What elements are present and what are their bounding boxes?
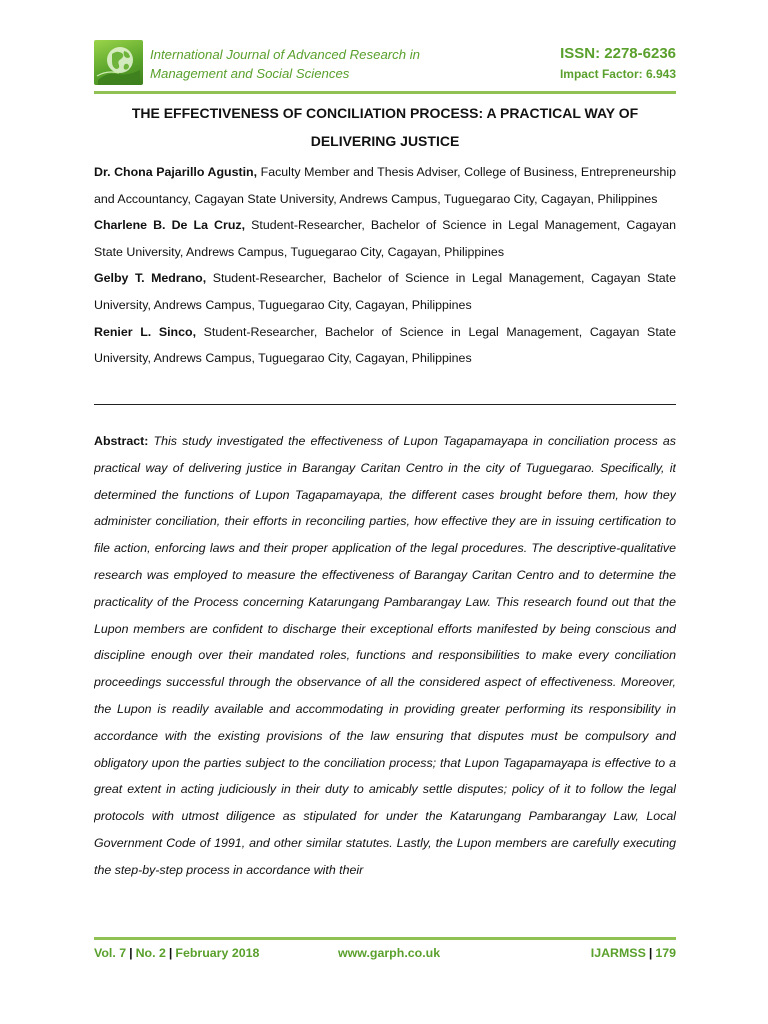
author-affiliation: Faculty Member and Thesis Adviser, College of Business, Entrepreneurship and Accountancy, Cagayan State University, Andrews Campus, Tuguegarao City, Cagayan, Philippines — [94, 165, 676, 206]
author-name: Charlene B. De La Cruz, — [94, 218, 252, 233]
volume: Vol. 7 — [94, 946, 127, 960]
author-entry — [94, 212, 676, 265]
globe-icon — [94, 40, 143, 85]
abstract-text: This study investigated the effectiveness of Lupon Tagapamayapa in conciliation process as practical way of delivering justice in Barangay Caritan Centro in the city of Tuguegarao. Specifically, it determined the functions of Lupon Tagapamayapa, the different cases brought before them, how they administer conciliation, their efforts in reconciling parties, how effective they are in issuing certification to file action, enforcing laws and their proper application of the legal procedures. The descriptive-qualitative research was employed to measure the effectiveness of Barangay Caritan Centro and to determine the practicality of the Process concerning Katarungang Pambarangay Law. This research found out that the Lupon members are confident to discharge their exceptional efforts manifested by being conscious and discipline enough over their mandated roles, functions and responsibilities to make every conciliation proceedings successful through the observance of all the considered aspect of effectiveness. Moreover, the Lupon is readily available and accommodating in providing greater performing its responsibility in accordance with the existing provisions of the law ensuring that disputes must be compulsory and obligatory upon the parties subject to the conciliation process; that Lupon Tagapamayapa is effective to a great extent in acting judiciously in their duty to amicably settle disputes; policy of it to follow the legal protocols with utmost diligence as stipulated for under the Katarungang Pambarangay Law, Local Government Code of 1991, and other similar statutes. Lastly, the Lupon members are carefully executing the step-by-step process in accordance with their — [94, 434, 676, 877]
paper-title — [94, 99, 676, 155]
footer-separator: | — [648, 946, 653, 960]
journal-name-line1: International Journal of Advanced Research in — [150, 47, 421, 62]
footer-separator: | — [168, 946, 173, 960]
footer-divider — [94, 937, 676, 940]
paper-title-line2: DELIVERING JUSTICE — [310, 133, 460, 149]
author-list — [94, 159, 676, 372]
footer-separator: | — [129, 946, 133, 960]
issue-number: No. 2 — [135, 946, 166, 960]
page-number-block — [591, 946, 676, 960]
author-affiliation: Student-Researcher, Bachelor of Science in Legal Management, Cagayan State University, Andrews Campus, Tuguegarao City, Cagayan, Philippines — [94, 271, 676, 312]
issue-info — [94, 946, 259, 960]
authors-divider — [94, 404, 676, 405]
paper-title-line1: THE EFFECTIVENESS OF CONCILIATION PROCESS: A PRACTICAL WAY OF — [131, 105, 639, 121]
journal-abbreviation: IJARMSS — [590, 946, 646, 960]
journal-name — [150, 45, 480, 83]
author-name: Gelby T. Medrano, — [94, 271, 213, 286]
abstract — [94, 428, 676, 932]
issn: ISSN: 2278-6236 — [560, 45, 676, 62]
author-entry — [94, 319, 676, 372]
author-entry — [94, 159, 676, 212]
journal-header — [94, 40, 676, 88]
author-affiliation: Student-Researcher, Bachelor of Science in Legal Management, Cagayan State University, Andrews Campus, Tuguegarao City, Cagayan, Philippines — [94, 324, 676, 366]
journal-website[interactable]: www.garph.co.uk — [338, 946, 441, 960]
author-entry — [94, 265, 676, 318]
impact-factor: Impact Factor: 6.943 — [559, 67, 676, 81]
header-divider — [94, 91, 676, 94]
author-affiliation: Student-Researcher, Bachelor of Science in Legal Management, Cagayan State University, Andrews Campus, Tuguegarao City, Cagayan, Philippines — [94, 218, 677, 259]
page-number: 179 — [655, 946, 676, 960]
author-name: Dr. Chona Pajarillo Agustin, — [94, 165, 261, 179]
author-name: Renier L. Sinco, — [94, 324, 204, 339]
journal-name-line2: Management and Social Sciences — [150, 66, 350, 81]
issue-date: February 2018 — [175, 946, 260, 960]
page-footer — [94, 946, 676, 966]
abstract-label: Abstract: — [94, 434, 154, 448]
